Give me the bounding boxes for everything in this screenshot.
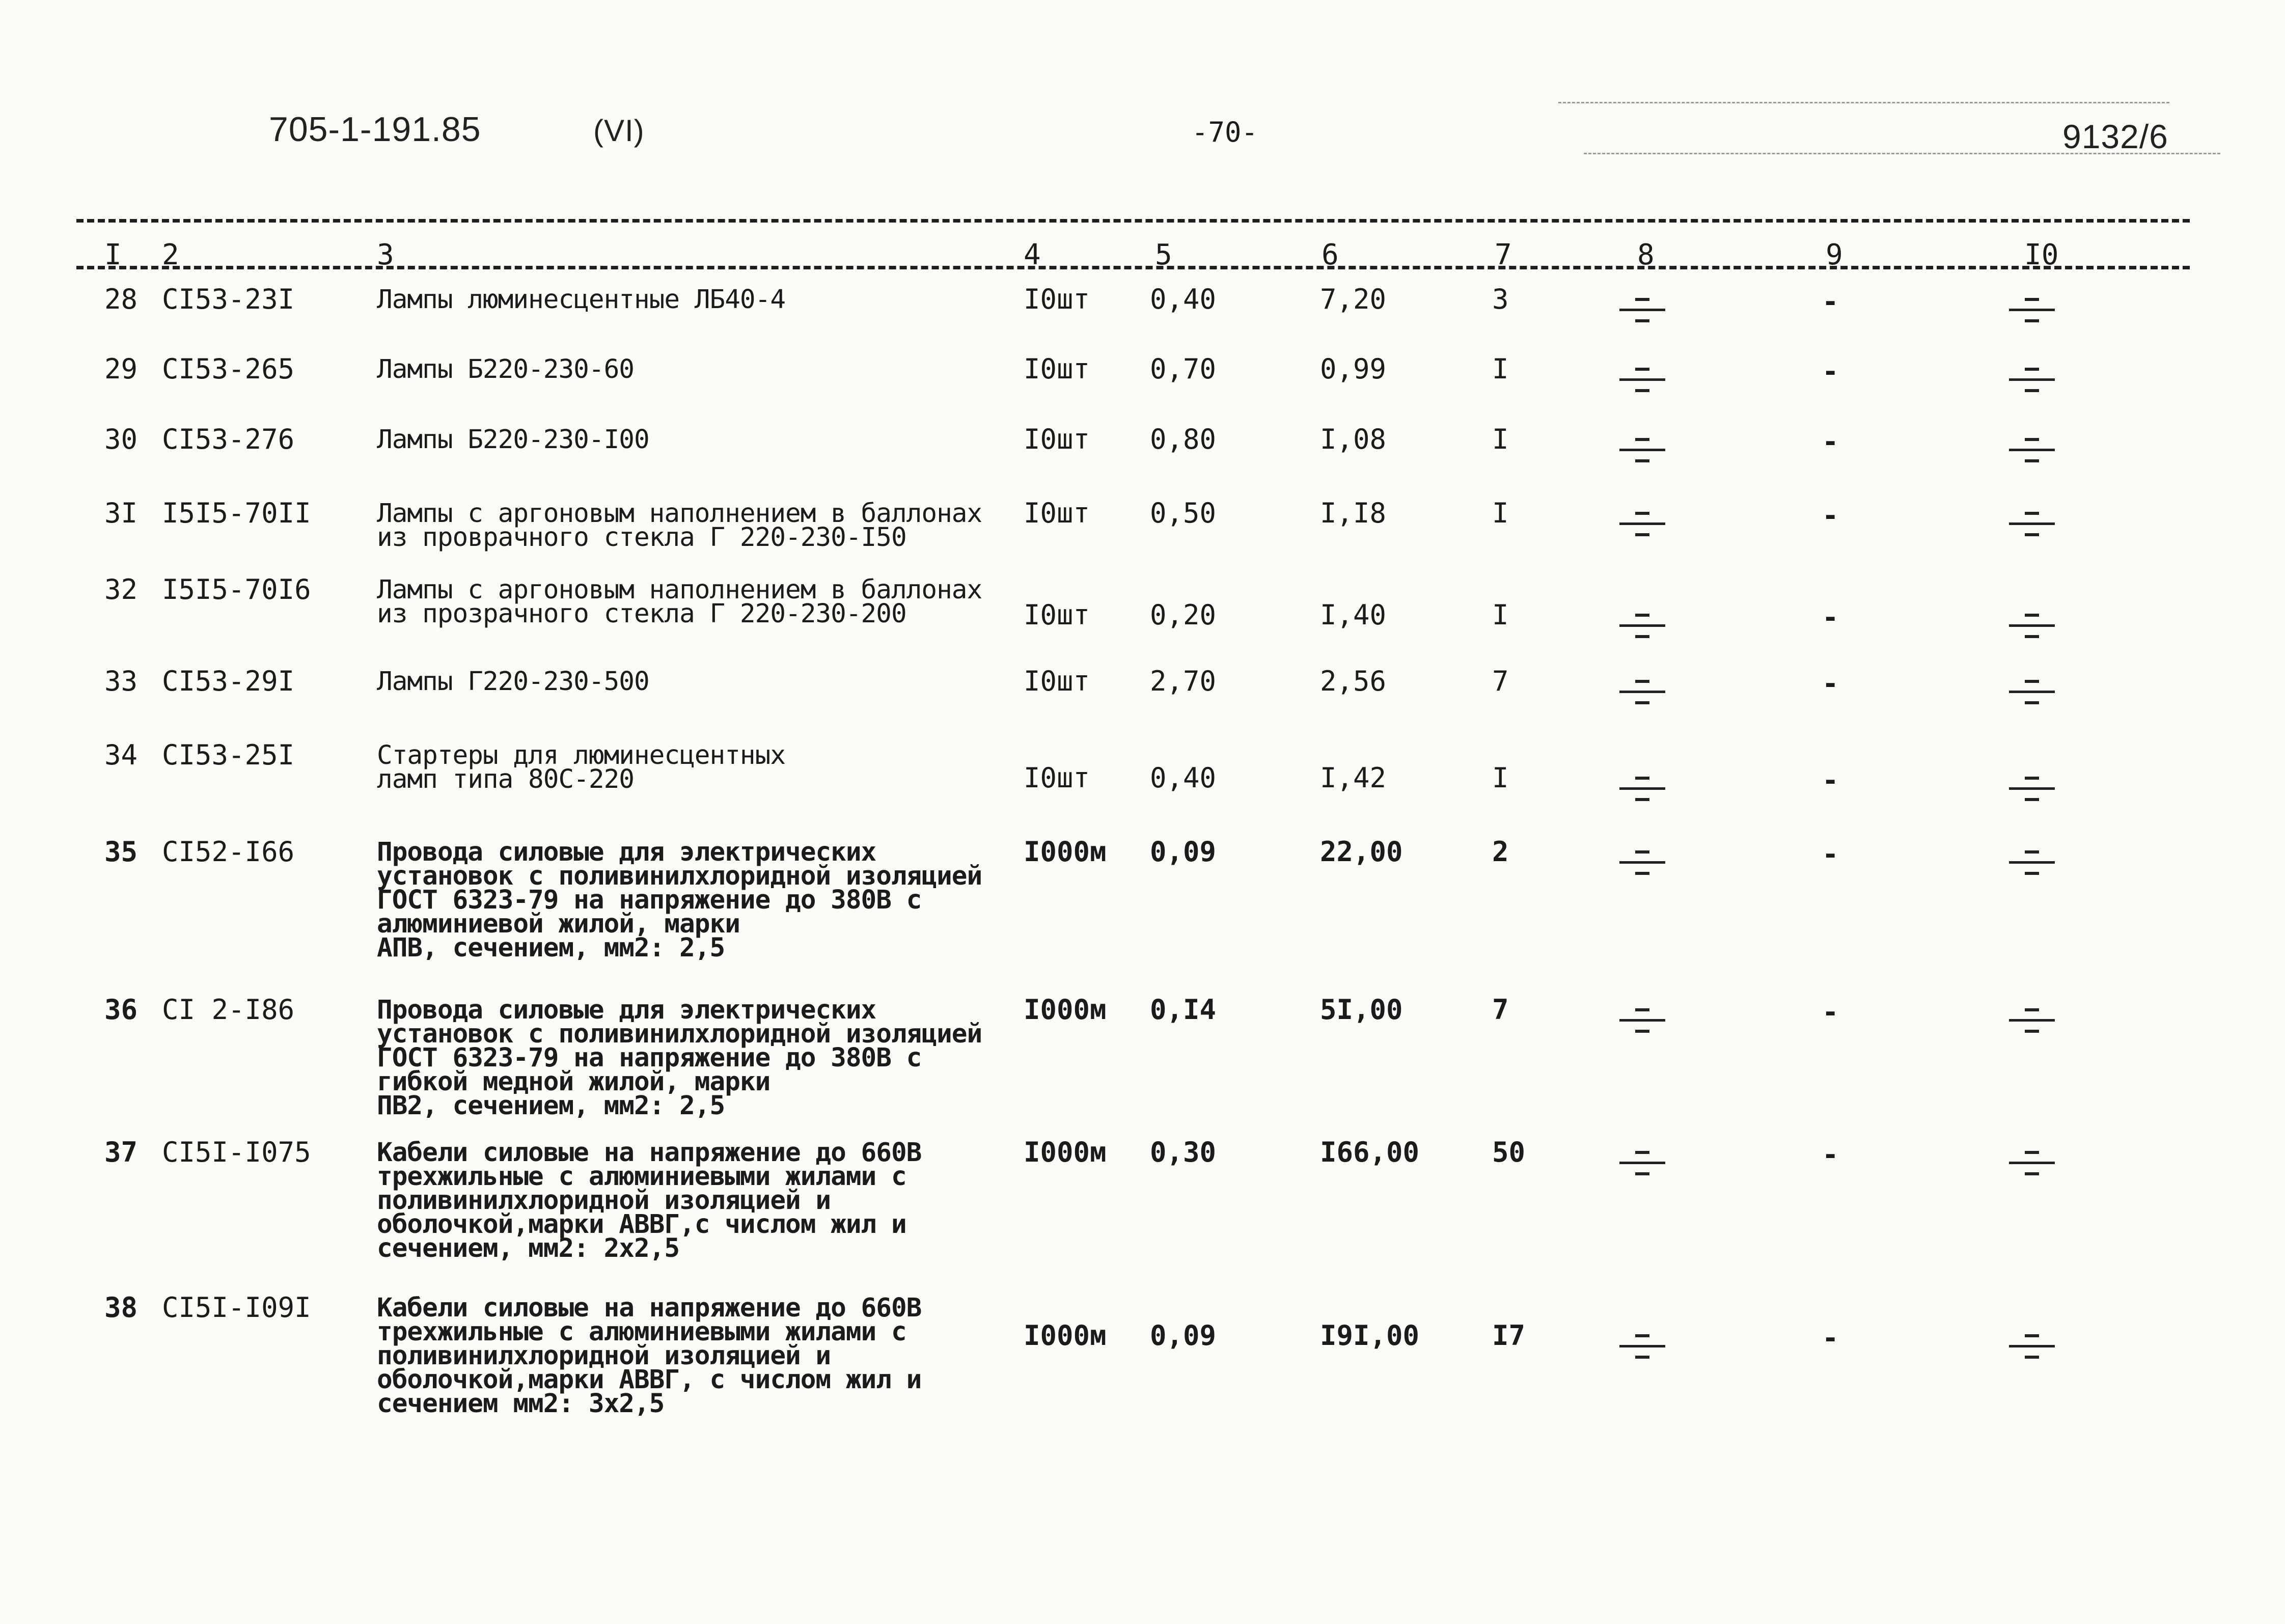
row-col7-value: I xyxy=(1492,762,1509,794)
row-description-line: Лампы Б220-230-I00 xyxy=(377,425,649,455)
row-col7-value: 50 xyxy=(1492,1136,1526,1168)
col-header-9: 9 xyxy=(1826,238,1843,271)
row-code: CI53-23I xyxy=(162,283,295,315)
row-col6-value: 22,00 xyxy=(1320,836,1403,868)
col-header-1: I xyxy=(104,238,122,271)
row-col5-value: 0,20 xyxy=(1150,599,1217,631)
row-col9-value: - xyxy=(1822,996,1839,1028)
row-unit: I0шт xyxy=(1024,497,1090,529)
row-col8-divide-icon xyxy=(1619,1145,1665,1180)
row-unit: I000м xyxy=(1024,1136,1107,1168)
row-col9-value: - xyxy=(1822,286,1839,318)
row-description-line: алюминиевой жилой, марки xyxy=(377,909,740,939)
row-code: CI53-29I xyxy=(162,665,295,697)
row-number: 30 xyxy=(104,423,138,455)
volume-mark: (VI) xyxy=(593,114,645,148)
row-unit: I000м xyxy=(1024,1319,1107,1352)
row-col9-value: - xyxy=(1822,500,1839,532)
row-description-line: АПВ, сечением, мм2: 2,5 xyxy=(377,933,725,963)
row-col5-value: 2,70 xyxy=(1150,665,1217,697)
row-col7-value: 7 xyxy=(1492,665,1509,697)
row-number: 28 xyxy=(104,283,138,315)
row-col9-value: - xyxy=(1822,838,1839,870)
row-code: CI53-25I xyxy=(162,739,295,771)
row-description-line: Стартеры для люминесцентных xyxy=(377,740,786,770)
row-col10-divide-icon xyxy=(2009,1145,2055,1180)
row-number: 38 xyxy=(104,1291,138,1324)
row-description-line: оболочкой,марки АВВГ, с числом жил и xyxy=(377,1365,922,1395)
row-col8-divide-icon xyxy=(1619,1328,1665,1364)
row-col7-value: 3 xyxy=(1492,283,1509,315)
row-description-line: ГОСТ 6323-79 на напряжение до 380В с xyxy=(377,885,922,915)
row-col5-value: 0,80 xyxy=(1150,423,1217,455)
col-header-8: 8 xyxy=(1637,238,1655,271)
row-col10-divide-icon xyxy=(2009,1002,2055,1038)
row-code: CI5I-I09I xyxy=(162,1291,311,1324)
row-unit: I0шт xyxy=(1024,423,1090,455)
row-description-line: из прозрачного стекла Г 220-230-200 xyxy=(377,599,906,629)
row-col8-divide-icon xyxy=(1619,674,1665,709)
row-description-line: ПВ2, сечением, мм2: 2,5 xyxy=(377,1091,725,1121)
row-col5-value: 0,I4 xyxy=(1150,994,1217,1026)
row-description-line: ГОСТ 6323-79 на напряжение до 380В с xyxy=(377,1043,922,1073)
row-description-line: Провода силовые для электрических xyxy=(377,995,876,1025)
row-col9-value: - xyxy=(1822,355,1839,388)
row-col6-value: I,40 xyxy=(1320,599,1387,631)
row-col9-value: - xyxy=(1822,1139,1839,1171)
row-number: 29 xyxy=(104,353,138,385)
row-col6-value: 2,56 xyxy=(1320,665,1387,697)
row-col5-value: 0,50 xyxy=(1150,497,1217,529)
col-header-4: 4 xyxy=(1024,238,1041,271)
row-unit: I0шт xyxy=(1024,283,1090,315)
row-col8-divide-icon xyxy=(1619,432,1665,467)
row-code: CI 2-I86 xyxy=(162,994,295,1026)
row-number: 37 xyxy=(104,1136,138,1168)
row-code: I5I5-70II xyxy=(162,497,311,529)
row-unit: I000м xyxy=(1024,836,1107,868)
row-description-line: Лампы с аргоновым наполнением в баллонах xyxy=(377,575,982,605)
col-header-6: 6 xyxy=(1322,238,1339,271)
col-header-2: 2 xyxy=(162,238,179,271)
row-number: 34 xyxy=(104,739,138,771)
row-description-line: установок с поливинилхлоридной изоляцией xyxy=(377,861,982,891)
row-code: CI5I-I075 xyxy=(162,1136,311,1168)
row-col9-value: - xyxy=(1822,426,1839,458)
row-col7-value: I xyxy=(1492,497,1509,529)
row-code: CI53-276 xyxy=(162,423,295,455)
document-code: 705-1-191.85 xyxy=(269,110,481,149)
row-col8-divide-icon xyxy=(1619,506,1665,541)
row-number: 3I xyxy=(104,497,138,529)
row-col7-value: I xyxy=(1492,599,1509,631)
row-col9-value: - xyxy=(1822,1322,1839,1354)
col-header-10: I0 xyxy=(2024,238,2059,271)
row-col10-divide-icon xyxy=(2009,1328,2055,1364)
row-description-line: сечением мм2: 3х2,5 xyxy=(377,1389,665,1419)
col-header-5: 5 xyxy=(1155,238,1172,271)
row-col5-value: 0,09 xyxy=(1150,836,1217,868)
row-col10-divide-icon xyxy=(2009,432,2055,467)
row-description-line: Лампы Б220-230-60 xyxy=(377,354,634,384)
row-col9-value: - xyxy=(1822,764,1839,796)
row-col7-value: I xyxy=(1492,423,1509,455)
row-unit: I0шт xyxy=(1024,353,1090,385)
row-col8-divide-icon xyxy=(1619,292,1665,327)
col-header-7: 7 xyxy=(1495,238,1512,271)
row-col10-divide-icon xyxy=(2009,292,2055,327)
row-col6-value: I,I8 xyxy=(1320,497,1387,529)
row-col10-divide-icon xyxy=(2009,844,2055,880)
header-stamp-line-bottom xyxy=(1584,153,2220,154)
inventory-number: 9132/6 xyxy=(2062,118,2168,155)
col-header-3: 3 xyxy=(377,238,394,271)
row-col5-value: 0,40 xyxy=(1150,762,1217,794)
row-description-line: оболочкой,марки АВВГ,с числом жил и xyxy=(377,1209,906,1240)
row-col6-value: I,42 xyxy=(1320,762,1387,794)
row-code: CI53-265 xyxy=(162,353,295,385)
row-description-line: Кабели силовые на напряжение до 660В xyxy=(377,1138,922,1168)
page-number: -70- xyxy=(1192,116,1258,148)
row-col5-value: 0,30 xyxy=(1150,1136,1217,1168)
row-number: 35 xyxy=(104,836,138,868)
row-description-line: трехжильные с алюминиевыми жилами с xyxy=(377,1162,906,1192)
row-col8-divide-icon xyxy=(1619,608,1665,643)
row-description-line: поливинилхлоридной изоляцией и xyxy=(377,1341,831,1371)
row-col6-value: 0,99 xyxy=(1320,353,1387,385)
row-col6-value: I,08 xyxy=(1320,423,1387,455)
row-col10-divide-icon xyxy=(2009,608,2055,643)
row-number: 32 xyxy=(104,573,138,605)
row-description-line: Кабели силовые на напряжение до 660В xyxy=(377,1293,922,1323)
row-description-line: трехжильные с алюминиевыми жилами с xyxy=(377,1317,906,1347)
row-number: 33 xyxy=(104,665,138,697)
row-description-line: Лампы с аргоновым наполнением в баллонах xyxy=(377,499,982,529)
row-unit: I000м xyxy=(1024,994,1107,1026)
row-col8-divide-icon xyxy=(1619,1002,1665,1038)
row-col7-value: I xyxy=(1492,353,1509,385)
row-description-line: Лампы люминесцентные ЛБ40-4 xyxy=(377,285,786,315)
row-description-line: из проврачного стекла Г 220-230-I50 xyxy=(377,522,906,553)
row-col8-divide-icon xyxy=(1619,770,1665,806)
row-col6-value: I66,00 xyxy=(1320,1136,1420,1168)
row-col6-value: I9I,00 xyxy=(1320,1319,1420,1352)
row-description-line: гибкой медной жилой, марки xyxy=(377,1067,770,1097)
row-unit: I0шт xyxy=(1024,665,1090,697)
row-description-line: Лампы Г220-230-500 xyxy=(377,667,649,697)
row-col6-value: 5I,00 xyxy=(1320,994,1403,1026)
row-col8-divide-icon xyxy=(1619,844,1665,880)
row-description-line: поливинилхлоридной изоляцией и xyxy=(377,1186,831,1216)
row-unit: I0шт xyxy=(1024,762,1090,794)
row-description-line: сечением, мм2: 2х2,5 xyxy=(377,1233,680,1263)
row-col10-divide-icon xyxy=(2009,506,2055,541)
row-col5-value: 0,09 xyxy=(1150,1319,1217,1352)
table-top-rule xyxy=(76,219,2190,223)
row-col10-divide-icon xyxy=(2009,770,2055,806)
row-col8-divide-icon xyxy=(1619,362,1665,397)
row-description-line: Провода силовые для электрических xyxy=(377,837,876,867)
header-stamp-line-top xyxy=(1558,102,2169,103)
row-col10-divide-icon xyxy=(2009,362,2055,397)
row-col6-value: 7,20 xyxy=(1320,283,1387,315)
row-col10-divide-icon xyxy=(2009,674,2055,709)
row-code: I5I5-70I6 xyxy=(162,573,311,605)
row-code: CI52-I66 xyxy=(162,836,295,868)
row-col9-value: - xyxy=(1822,668,1839,700)
row-col7-value: 2 xyxy=(1492,836,1509,868)
row-unit: I0шт xyxy=(1024,599,1090,631)
row-number: 36 xyxy=(104,994,138,1026)
row-col7-value: 7 xyxy=(1492,994,1509,1026)
row-col5-value: 0,40 xyxy=(1150,283,1217,315)
row-col5-value: 0,70 xyxy=(1150,353,1217,385)
row-col9-value: - xyxy=(1822,601,1839,634)
row-description-line: установок с поливинилхлоридной изоляцией xyxy=(377,1019,982,1049)
row-col7-value: I7 xyxy=(1492,1319,1526,1352)
row-description-line: ламп типа 80С-220 xyxy=(377,764,634,794)
